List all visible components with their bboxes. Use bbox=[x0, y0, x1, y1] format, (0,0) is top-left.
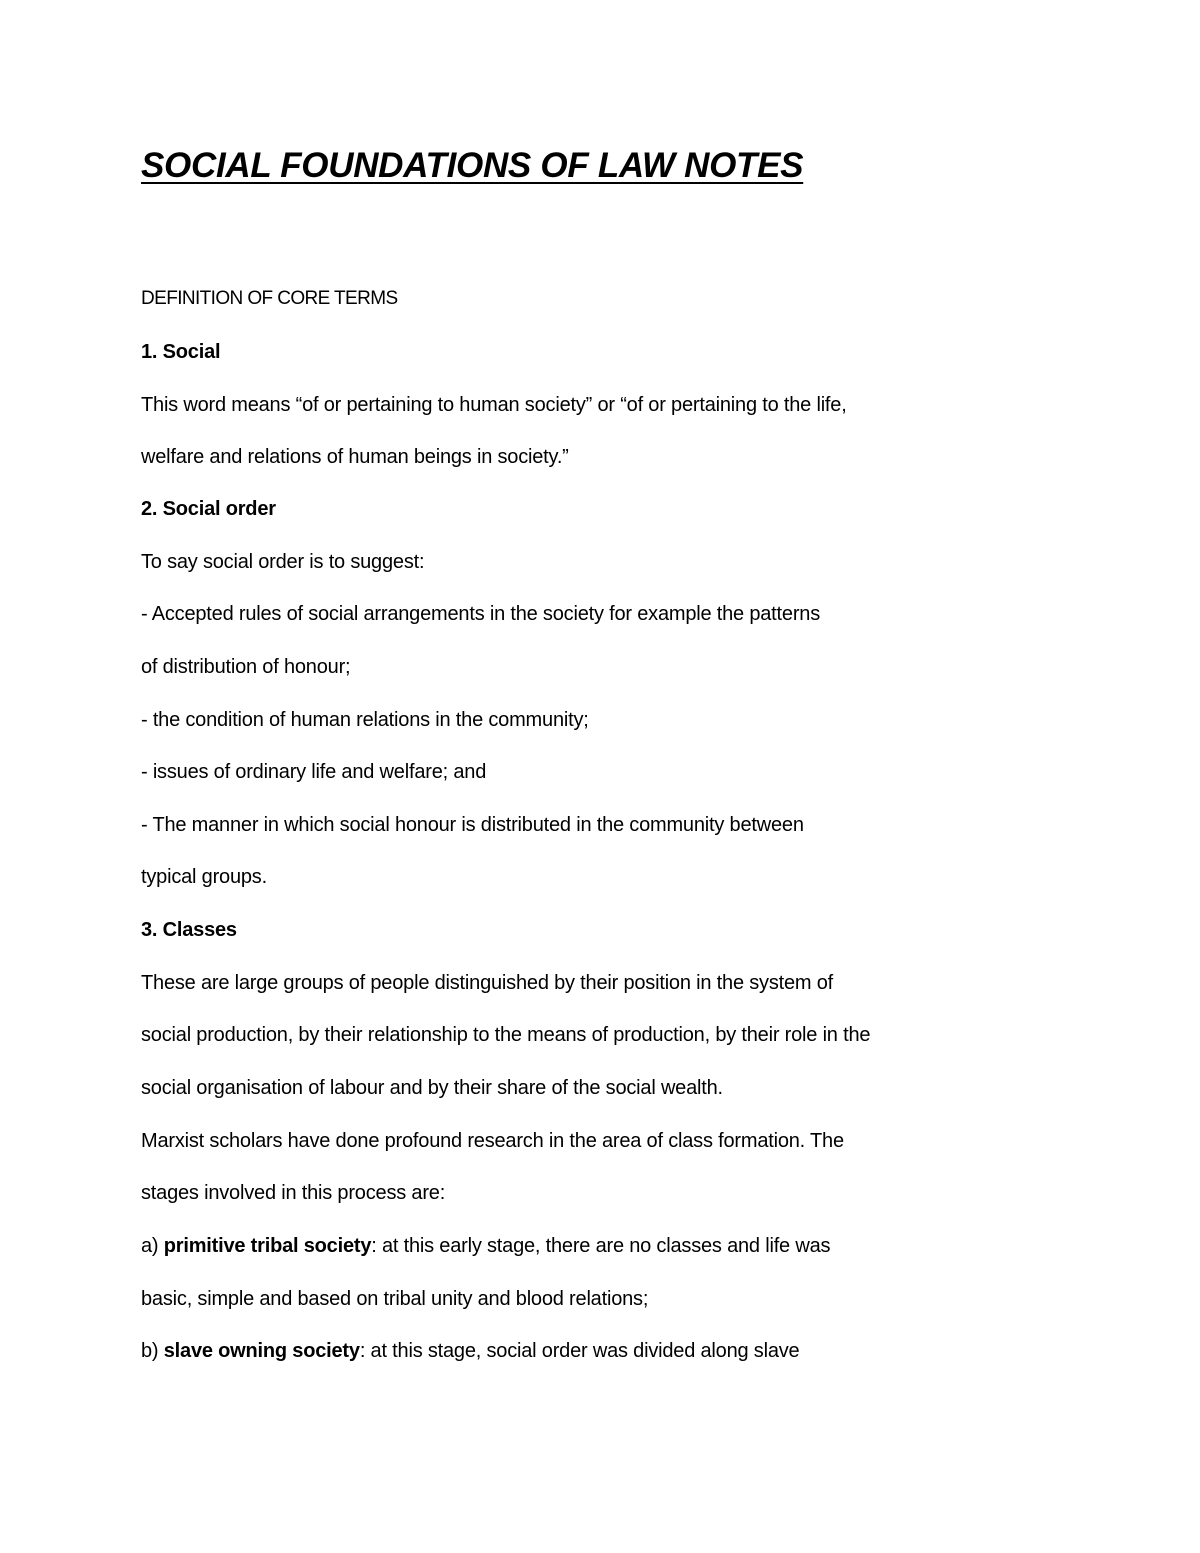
term-heading-social-order: 2. Social order bbox=[141, 498, 276, 520]
paragraph-line: These are large groups of people distinguished by their position in the system of bbox=[141, 972, 833, 994]
stage-a-prefix: a) bbox=[141, 1235, 164, 1257]
paragraph-line: welfare and relations of human beings in society.” bbox=[141, 446, 569, 468]
stage-b-line bbox=[141, 1338, 799, 1364]
paragraph-line: To say social order is to suggest: bbox=[141, 551, 425, 573]
stage-a-term: primitive tribal society bbox=[163, 1235, 372, 1257]
list-item-continuation: typical groups. bbox=[141, 866, 267, 888]
stage-a-text: : at this early stage, there are no classes and life was bbox=[371, 1235, 831, 1257]
list-item: - The manner in which social honour is distributed in the community between bbox=[141, 814, 804, 836]
list-item: - issues of ordinary life and welfare; and bbox=[141, 761, 487, 783]
paragraph-line: stages involved in this process are: bbox=[141, 1182, 446, 1204]
section-heading: DEFINITION OF CORE TERMS bbox=[141, 288, 398, 309]
document-title: SOCIAL FOUNDATIONS OF LAW NOTES bbox=[141, 146, 804, 185]
term-heading-classes: 3. Classes bbox=[141, 919, 237, 941]
list-item-continuation: of distribution of honour; bbox=[141, 656, 351, 678]
paragraph-line: Marxist scholars have done profound research in the area of class formation. The bbox=[141, 1130, 844, 1152]
stage-b-prefix: b) bbox=[141, 1340, 164, 1362]
stage-a-continuation: basic, simple and based on tribal unity and blood relations; bbox=[141, 1288, 649, 1310]
term-heading-social: 1. Social bbox=[141, 341, 221, 363]
stage-b-term: slave owning society bbox=[163, 1340, 360, 1362]
stage-a-line bbox=[141, 1233, 830, 1259]
stage-b-text: : at this stage, social order was divided along slave bbox=[359, 1340, 800, 1362]
list-item: - Accepted rules of social arrangements in the society for example the patterns bbox=[141, 603, 821, 625]
paragraph-line: This word means “of or pertaining to human society” or “of or pertaining to the life, bbox=[141, 394, 847, 416]
list-item: - the condition of human relations in the community; bbox=[141, 709, 589, 731]
paragraph-line: social organisation of labour and by their share of the social wealth. bbox=[141, 1077, 723, 1099]
paragraph-line: social production, by their relationship to the means of production, by their role in the bbox=[141, 1024, 871, 1046]
